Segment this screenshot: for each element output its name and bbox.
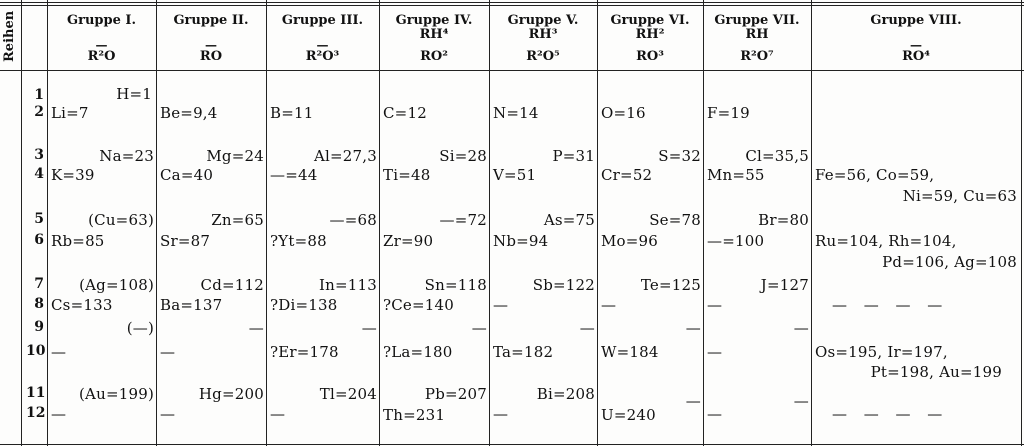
element-cell: Cs=133 [51, 296, 113, 314]
group-name: Gruppe III. [281, 13, 364, 28]
element-cell: Al=27,3 [314, 147, 377, 165]
group-formula: RO⁴ [902, 49, 930, 64]
element-cell: Ta=182 [493, 343, 554, 361]
row-number: 11 [26, 385, 46, 401]
group-header-6 [597, 14, 703, 64]
element-cell: Sb=122 [532, 276, 595, 294]
group-formula: R²O⁵ [526, 49, 560, 64]
element-cell: — [51, 405, 67, 423]
element-cell: N=14 [493, 104, 539, 122]
element-cell: — [51, 343, 67, 361]
column-rule-7 [703, 0, 704, 446]
row-number: 10 [26, 343, 46, 359]
element-cell: Na=23 [99, 147, 154, 165]
element-cell: — [707, 296, 723, 314]
element-cell: V=51 [493, 166, 537, 184]
element-cell: — [601, 296, 617, 314]
column-rule-4 [379, 0, 380, 446]
row-number: 12 [26, 405, 46, 421]
element-cell: In=113 [319, 276, 377, 294]
header-rule [0, 70, 1024, 71]
group-viii-cell: Fe=56, Co=59, [815, 166, 935, 184]
bottom-rule [0, 444, 1024, 445]
group-formula: R²O⁷ [740, 49, 774, 64]
group-viii-cell: Pd=106, Ag=108 [882, 253, 1017, 271]
group-formula: RO² [420, 49, 448, 64]
element-cell: Se=78 [649, 211, 701, 229]
group-header-3 [266, 14, 379, 64]
element-cell: F=19 [707, 104, 750, 122]
group-header-1 [47, 14, 156, 64]
top-rule-inner [0, 5, 1024, 6]
element-cell: Mg=24 [206, 147, 264, 165]
group-name: Gruppe VI. [610, 13, 690, 28]
reihen-header: Reihen [2, 10, 17, 62]
element-cell: Bi=208 [536, 385, 595, 403]
element-cell: — [361, 319, 377, 337]
row-number: 8 [34, 296, 44, 312]
column-rule-3 [266, 0, 267, 446]
element-cell: Mn=55 [707, 166, 765, 184]
element-cell: W=184 [601, 343, 659, 361]
element-cell: B=11 [270, 104, 314, 122]
element-cell: —=44 [270, 166, 318, 184]
element-cell: Sn=118 [424, 276, 487, 294]
element-cell: Li=7 [51, 104, 89, 122]
element-cell: Zn=65 [211, 211, 264, 229]
element-cell: S=32 [658, 147, 701, 165]
group-name: Gruppe VII. [714, 13, 800, 28]
element-cell: Hg=200 [198, 385, 264, 403]
row-number: 2 [34, 104, 44, 120]
group-viii-cell: Ru=104, Rh=104, [815, 232, 957, 250]
group-hydride: RH³ [528, 27, 558, 42]
element-cell: — [793, 319, 809, 337]
group-name: Gruppe V. [507, 13, 579, 28]
element-cell: Rb=85 [51, 232, 105, 250]
element-cell: Sr=87 [160, 232, 211, 250]
element-cell: Tl=204 [319, 385, 377, 403]
column-rule-reihen [21, 0, 22, 446]
group-header-8 [811, 14, 1021, 64]
element-cell: — [471, 319, 487, 337]
row-number: 7 [34, 276, 44, 292]
group-name: Gruppe VIII. [870, 13, 962, 28]
row-number: 5 [34, 211, 44, 227]
element-cell: — [248, 319, 264, 337]
element-cell: Th=231 [383, 406, 446, 424]
element-cell: K=39 [51, 166, 95, 184]
group-viii-cell: Os=195, Ir=197, [815, 343, 948, 361]
group-hydride: RH² [635, 27, 665, 42]
group-name: Gruppe II. [173, 13, 249, 28]
element-cell: (Au=199) [79, 385, 154, 403]
group-formula: RO [199, 49, 223, 64]
group-header-4 [379, 14, 489, 64]
element-cell: — [707, 343, 723, 361]
group-formula: R²O³ [305, 49, 340, 64]
element-cell: J=127 [760, 276, 809, 294]
dash-mark: — [205, 38, 217, 52]
element-cell: Nb=94 [493, 232, 549, 250]
group-header-7 [703, 14, 811, 64]
element-cell: Pb=207 [424, 385, 487, 403]
element-cell: — [707, 405, 723, 423]
group-header-2 [156, 14, 266, 64]
row-number: 6 [34, 232, 44, 248]
element-cell: Zr=90 [383, 232, 434, 250]
element-cell: — [685, 319, 701, 337]
element-cell: — [685, 392, 701, 410]
element-cell: Mo=96 [601, 232, 659, 250]
group-hydride: RH [745, 27, 769, 42]
element-cell: O=16 [601, 104, 646, 122]
group-viii-cell: Pt=198, Au=199 [870, 363, 1002, 381]
group-viii-cell: — — — — [832, 296, 949, 314]
element-cell: Be=9,4 [160, 104, 218, 122]
group-formula: R²O [87, 49, 116, 64]
element-cell: Cl=35,5 [745, 147, 809, 165]
element-cell: Si=28 [439, 147, 487, 165]
group-hydride: RH⁴ [419, 27, 449, 42]
element-cell: U=240 [601, 406, 656, 424]
dash-mark: — [316, 38, 329, 52]
element-cell: — [270, 405, 286, 423]
row-number: 1 [34, 87, 44, 103]
element-cell: (—) [126, 319, 154, 337]
group-name: Gruppe IV. [395, 13, 473, 28]
element-cell: —=72 [439, 211, 487, 229]
group-viii-cell: Ni=59, Cu=63 [902, 187, 1017, 205]
dash-mark: — [910, 38, 922, 52]
column-rule-right [1021, 0, 1022, 446]
row-number: 3 [34, 147, 44, 163]
element-cell: (Ag=108) [79, 276, 154, 294]
element-cell: Te=125 [640, 276, 701, 294]
element-cell: — [579, 319, 595, 337]
element-cell: ?La=180 [383, 343, 453, 361]
element-cell: Ba=137 [160, 296, 223, 314]
element-cell: ?Di=138 [270, 296, 338, 314]
element-cell: Br=80 [758, 211, 809, 229]
element-cell: — [160, 405, 176, 423]
element-cell: — [493, 405, 509, 423]
group-header-5 [489, 14, 597, 64]
dash-mark: — [95, 38, 108, 52]
column-rule-5 [489, 0, 490, 446]
element-cell: ?Ce=140 [383, 296, 454, 314]
element-cell: Ca=40 [160, 166, 214, 184]
group-name: Gruppe I. [67, 13, 136, 28]
element-cell: ?Yt=88 [270, 232, 327, 250]
column-rule-6 [597, 0, 598, 446]
element-cell: C=12 [383, 104, 427, 122]
column-rule-2 [156, 0, 157, 446]
column-rule-8 [811, 0, 812, 446]
element-cell: Cr=52 [601, 166, 653, 184]
row-number: 9 [34, 319, 44, 335]
element-cell: — [160, 343, 176, 361]
top-rule [0, 2, 1024, 3]
column-rule-1 [47, 0, 48, 446]
element-cell: — [793, 392, 809, 410]
element-cell: — [493, 296, 509, 314]
element-cell: —=68 [329, 211, 377, 229]
element-cell: Cd=112 [200, 276, 264, 294]
element-cell: ?Er=178 [270, 343, 339, 361]
element-cell: Ti=48 [383, 166, 431, 184]
row-number: 4 [34, 166, 44, 182]
element-cell: (Cu=63) [88, 211, 154, 229]
group-formula: RO³ [636, 49, 664, 64]
element-cell: —=100 [707, 232, 765, 250]
group-viii-cell: — — — — [832, 405, 949, 423]
element-cell: As=75 [543, 211, 595, 229]
element-cell: P=31 [552, 147, 595, 165]
element-cell: H=1 [116, 85, 152, 103]
